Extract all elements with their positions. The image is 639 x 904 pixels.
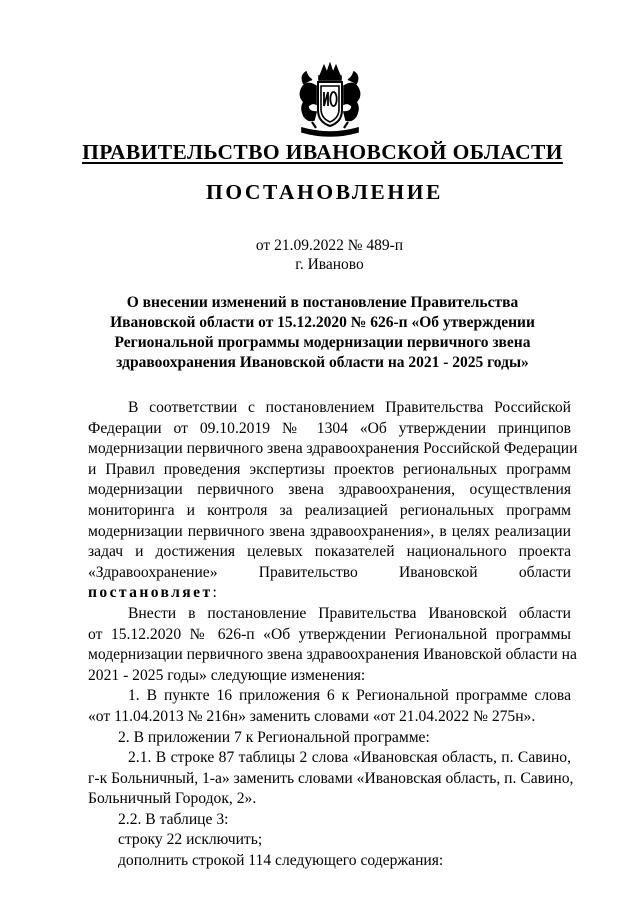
item-line: 1. В пункте 16 приложения 6 к Региональной программе слова: [128, 687, 571, 705]
body-line: модернизации первичного звена здравоохранения, осуществления: [88, 481, 571, 499]
body-line: от 15.12.2020 № 626-п «Об утверждении Региональной программы: [88, 625, 571, 643]
subject-line: О внесении изменений в постановление Правительства: [126, 294, 519, 311]
date-number: от 21.09.2022 № 489-п: [255, 237, 404, 254]
subject-line: Ивановской области от 15.12.2020 № 626-п «Об утверждении: [110, 314, 535, 331]
document-type: ПОСТАНОВЛЕНИЕ: [206, 180, 443, 204]
body-line: 2021 - 2025 годы» следующие изменения:: [88, 666, 366, 684]
body-line: и Правил проведения экспертизы проектов региональных программ: [88, 460, 571, 478]
item-line: 2.1. В строке 87 таблицы 2 слова «Ивановская область, п. Савино,: [128, 749, 571, 767]
body-line: модернизации первичного звена здравоохранения», в целях реализации: [88, 522, 571, 540]
item-line: строку 22 исключить;: [118, 831, 263, 849]
subject-line: здравоохранения Ивановской области на 2021 - 2025 годы»: [116, 354, 529, 371]
item-line: Больничный Городок, 2».: [88, 790, 257, 808]
body-line: Внести в постановление Правительства Ивановской области: [128, 604, 571, 622]
body-line: модернизации первичного звена здравоохранения Ивановской области на: [88, 646, 577, 664]
coat-of-arms-icon: [294, 62, 366, 140]
body-line: мониторинга и контроля за реализацией региональных программ: [88, 501, 571, 519]
body-line: задач и достижения целевых показателей национального проекта: [88, 543, 571, 561]
body-line: «Здравоохранение» Правительство Ивановской области: [88, 563, 571, 581]
item-line: г-к Больничный, 1-а» заменить словами «Ивановская область, п. Савино,: [88, 769, 574, 787]
item-line: «от 11.04.2013 № 216н» заменить словами «от 21.04.2022 № 275н».: [88, 707, 536, 725]
city: г. Иваново: [295, 256, 364, 273]
body-line: модернизации первичного звена здравоохранения Российской Федерации: [88, 440, 578, 458]
body-line: В соответствии с постановлением Правительства Российской: [128, 399, 571, 416]
decree-line: [88, 583, 571, 604]
body-line: Федерации от 09.10.2019 № 1304 «Об утверждении принципов: [88, 419, 571, 437]
item-line: 2. В приложении 7 к Региональной программе:: [118, 728, 430, 746]
document-body: [88, 398, 578, 872]
decree-word: постановляет: [88, 584, 213, 602]
subject-line: Региональной программы модернизации первичного звена: [114, 334, 531, 351]
item-line: 2.2. В таблице 3:: [118, 810, 229, 828]
government-title: ПРАВИТЕЛЬСТВО ИВАНОВСКОЙ ОБЛАСТИ: [82, 140, 563, 164]
item-line: дополнить строкой 114 следующего содержания:: [118, 852, 444, 870]
document-subject: [100, 293, 545, 373]
decree-colon: :: [212, 584, 217, 602]
